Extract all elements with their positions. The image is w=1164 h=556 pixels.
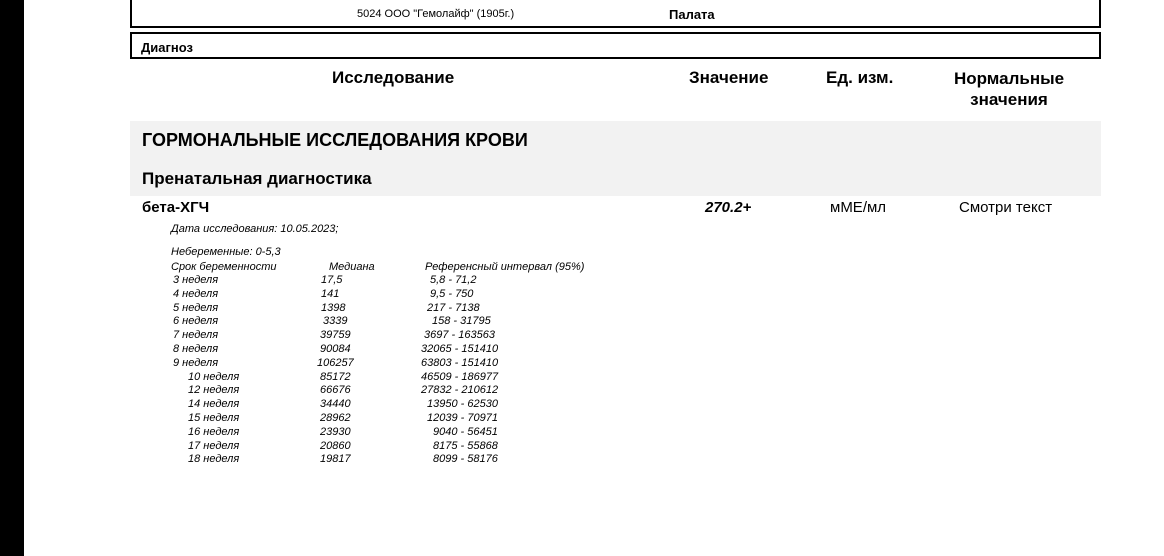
test-norm: Смотри текст: [959, 199, 1053, 216]
diagnosis-label: Диагноз: [141, 40, 193, 55]
row-term: 10 неделя: [188, 370, 240, 383]
row-median: 141: [321, 287, 340, 300]
row-median: 20860: [320, 439, 351, 452]
table-row: [24, 384, 724, 398]
table-row: [24, 371, 724, 385]
row-median: 39759: [320, 329, 351, 342]
row-median: 106257: [317, 356, 354, 369]
row-median: 28962: [320, 411, 351, 424]
table-row: [24, 315, 724, 329]
row-median: 34440: [320, 398, 351, 411]
row-interval: 158 - 31795: [432, 315, 491, 328]
section-subtitle: Пренатальная диагностика: [142, 169, 372, 188]
row-interval: 5,8 - 71,2: [430, 274, 477, 286]
row-term: 3 неделя: [173, 274, 219, 286]
row-interval: 12039 - 70971: [427, 411, 498, 424]
row-term: 6 неделя: [173, 315, 219, 328]
row-interval: 8175 - 55868: [433, 439, 498, 452]
row-term: 4 неделя: [173, 287, 219, 300]
row-term: 17 неделя: [188, 439, 240, 452]
row-interval: 27832 - 210612: [421, 384, 499, 397]
table-row: [24, 426, 724, 440]
table-row: [24, 412, 724, 426]
test-value: 270.2+: [705, 199, 752, 216]
row-median: 19817: [320, 453, 351, 466]
table-row: [24, 440, 724, 454]
header-box: [130, 0, 1101, 28]
ref-header-interval: Референсный интервал (95%): [425, 261, 585, 273]
row-interval: 217 - 7138: [427, 301, 480, 314]
row-term: 18 неделя: [188, 453, 240, 466]
column-header-study: Исследование: [332, 68, 455, 87]
row-interval: 9,5 - 750: [430, 287, 474, 300]
row-median: 1398: [321, 301, 346, 314]
column-header-norm: [934, 68, 1084, 110]
ward-label: Палата: [669, 7, 715, 22]
test-unit: мМЕ/мл: [830, 199, 887, 216]
row-term: 5 неделя: [173, 301, 219, 314]
table-row: [24, 453, 724, 467]
diagnosis-box: [130, 32, 1101, 59]
column-header-unit: Ед. изм.: [826, 68, 894, 87]
table-row: [24, 398, 724, 412]
row-term: 7 неделя: [173, 329, 219, 342]
column-header-value: Значение: [689, 68, 769, 87]
table-row: [24, 329, 724, 343]
row-median: 90084: [320, 342, 351, 355]
table-row: [24, 288, 724, 302]
column-header-norm-line2: значения: [970, 90, 1048, 109]
non-pregnant-reference: Небеременные: 0-5,3: [171, 246, 281, 258]
row-term: 9 неделя: [173, 356, 219, 369]
row-median: 17,5: [321, 274, 343, 286]
table-row: [24, 274, 724, 288]
row-term: 14 неделя: [188, 398, 240, 411]
row-interval: 32065 - 151410: [421, 342, 499, 355]
row-interval: 9040 - 56451: [433, 425, 498, 438]
row-interval: 63803 - 151410: [421, 356, 499, 369]
table-row: [24, 343, 724, 357]
row-interval: 3697 - 163563: [424, 329, 495, 342]
row-term: 8 неделя: [173, 342, 219, 355]
row-median: 23930: [320, 425, 351, 438]
ref-header-median: Медиана: [329, 261, 375, 273]
row-median: 3339: [323, 315, 348, 328]
organization-label: 5024 ООО "Гемолайф" (1905г.): [357, 8, 515, 20]
row-interval: 46509 - 186977: [421, 370, 499, 383]
row-median: 66676: [320, 384, 351, 397]
reference-table: [24, 274, 724, 467]
row-interval: 8099 - 58176: [433, 453, 498, 466]
row-median: 85172: [320, 370, 351, 383]
row-term: 12 неделя: [188, 384, 240, 397]
ref-header-term: Срок беременности: [171, 261, 277, 273]
table-row: [24, 302, 724, 316]
report-page: [24, 0, 1164, 556]
row-term: 15 неделя: [188, 411, 240, 424]
column-header-norm-line1: Нормальные: [953, 69, 1065, 88]
table-row: [24, 357, 724, 371]
test-name: бета-ХГЧ: [142, 199, 210, 216]
row-term: 16 неделя: [188, 425, 240, 438]
section-title: ГОРМОНАЛЬНЫЕ ИССЛЕДОВАНИЯ КРОВИ: [142, 130, 528, 150]
row-interval: 13950 - 62530: [427, 398, 498, 411]
study-date: Дата исследования: 10.05.2023;: [171, 223, 339, 235]
